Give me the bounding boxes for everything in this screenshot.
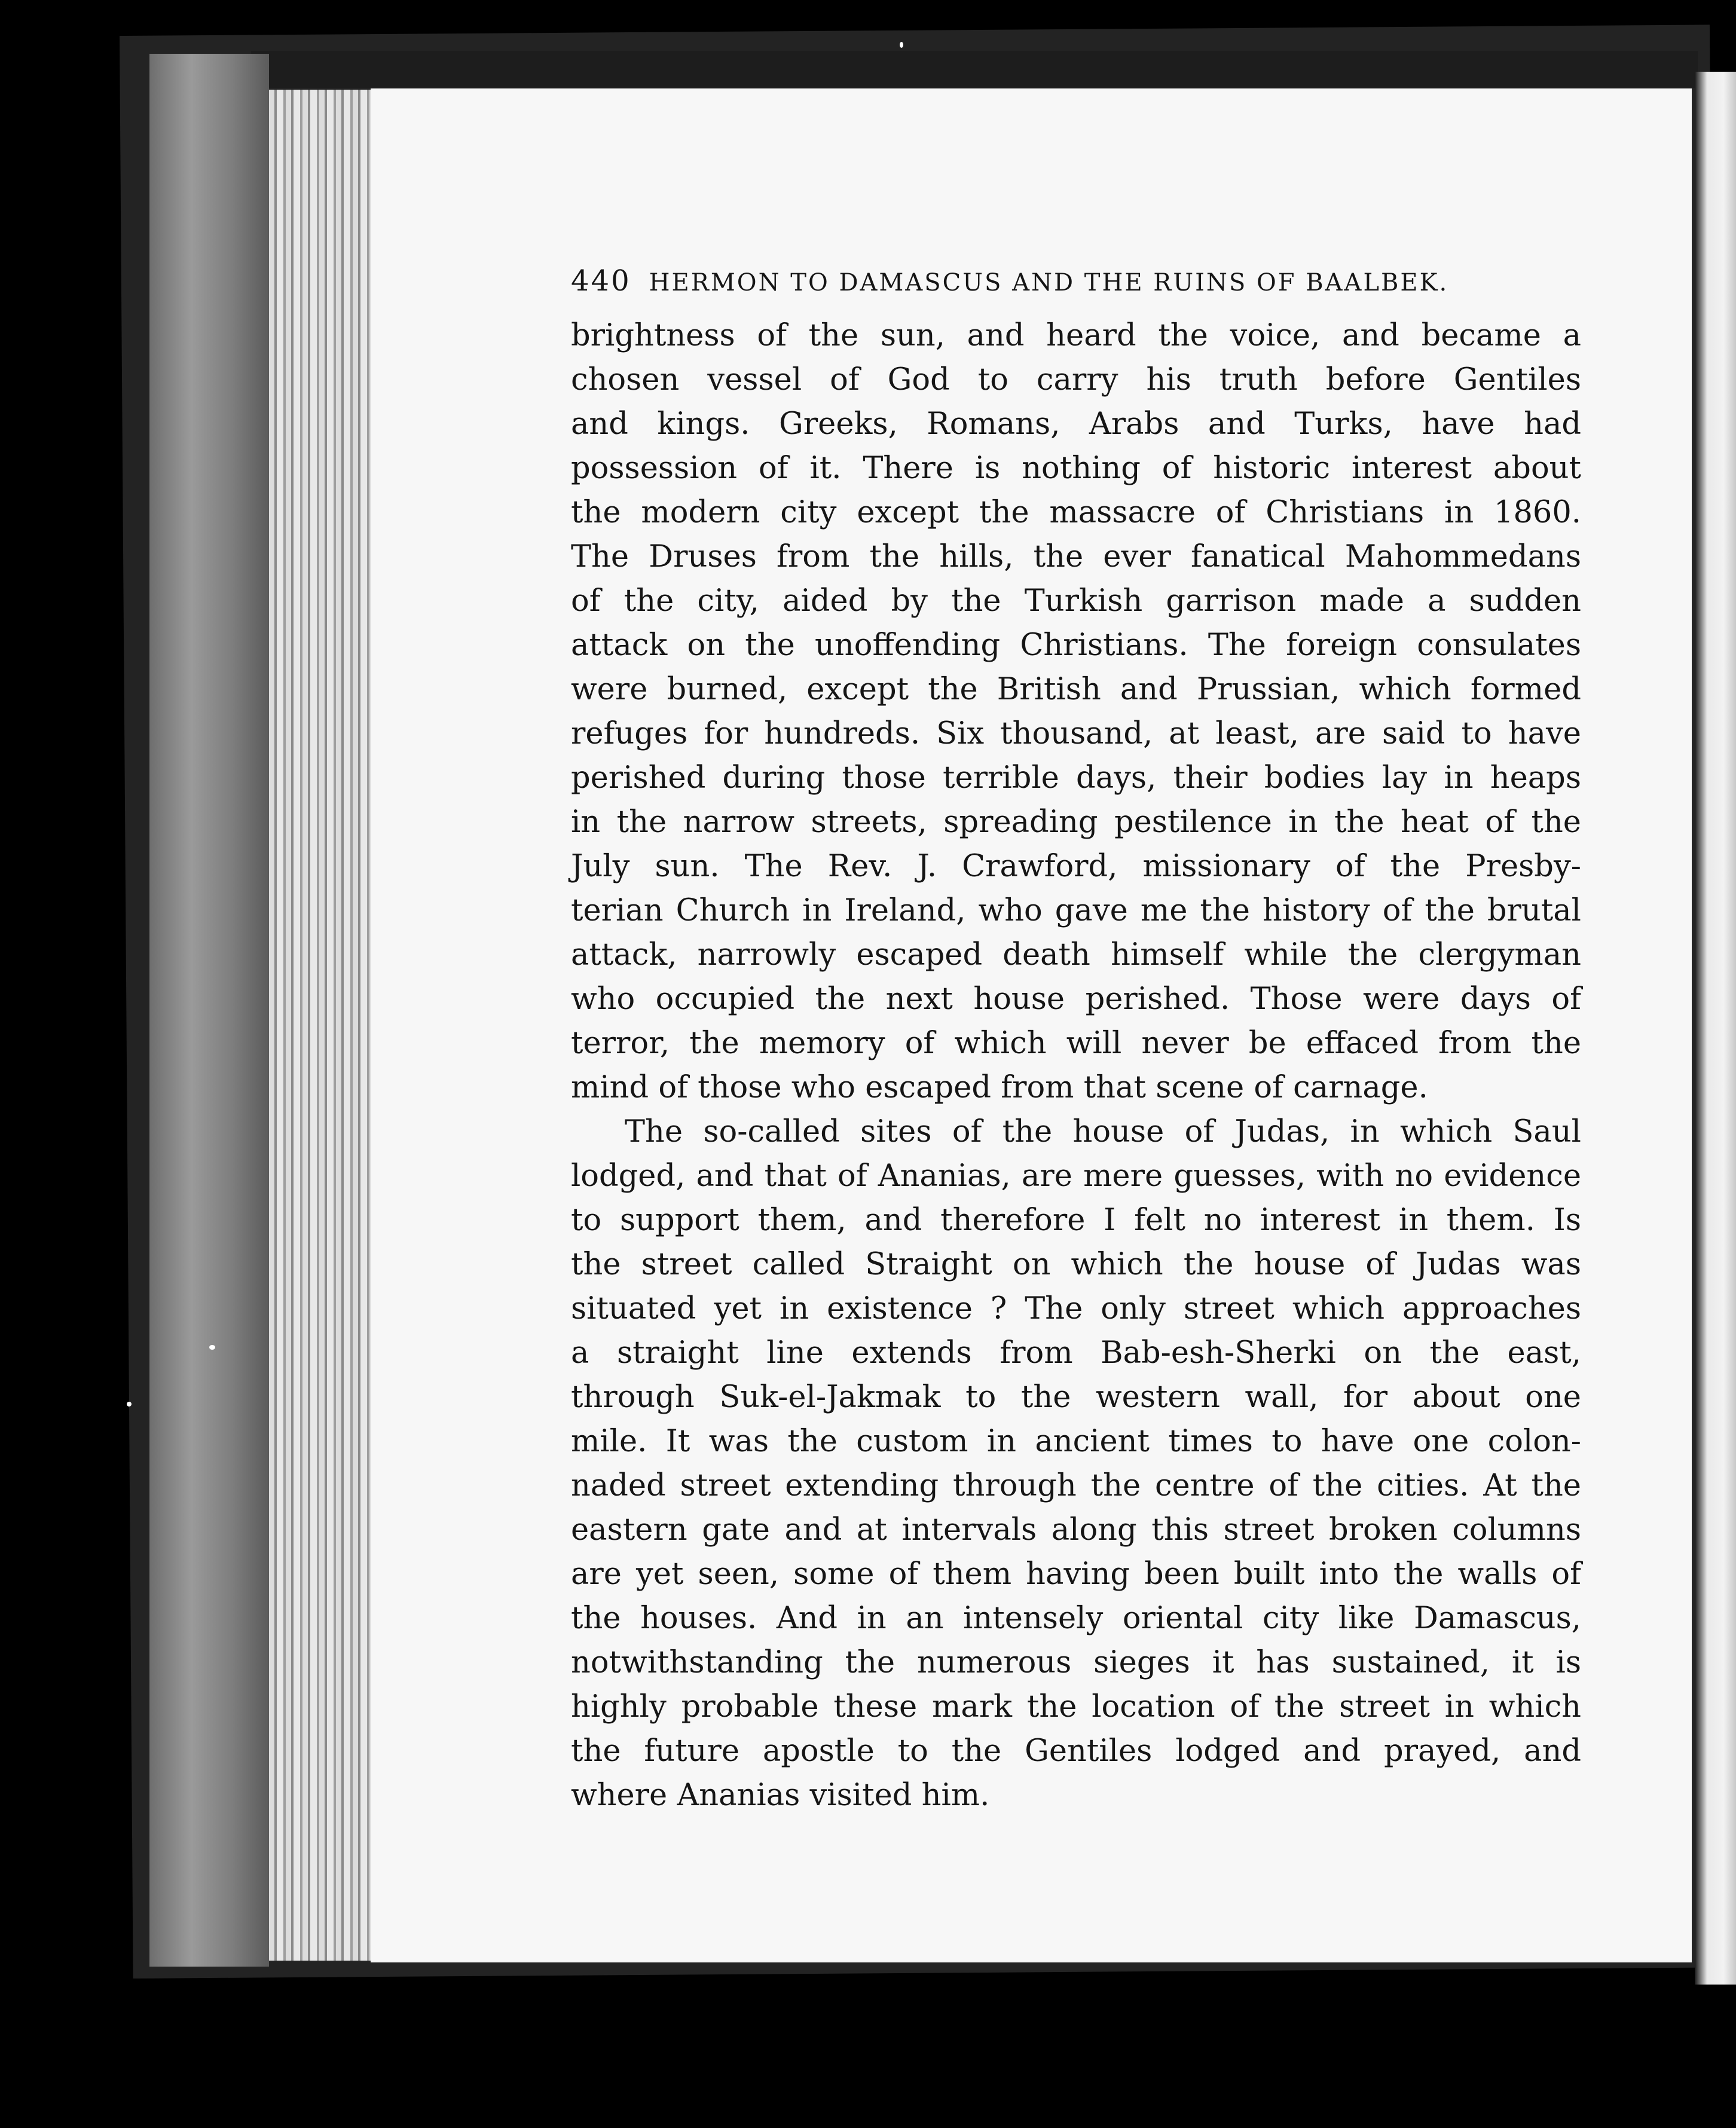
running-head bbox=[571, 251, 1581, 314]
page-text bbox=[571, 251, 1581, 1818]
text-line: the houses. And in an intensely oriental city like Damascus, bbox=[571, 1601, 1581, 1636]
text-line: lodged, and that of Ananias, are mere guesses, with no evidence bbox=[571, 1158, 1581, 1194]
dust-speck bbox=[127, 1402, 132, 1407]
text-line: brightness of the sun, and heard the voice, and became a bbox=[571, 318, 1581, 353]
page-edges bbox=[269, 90, 371, 1961]
text-line: mile. It was the custom in ancient times to have one colon- bbox=[571, 1424, 1581, 1459]
text-line: chosen vessel of God to carry his truth before Gentiles bbox=[571, 362, 1581, 398]
text-line: naded street extending through the centre of the cities. At the bbox=[571, 1468, 1581, 1503]
text-line: were burned, except the British and Prussian, which formed bbox=[571, 672, 1581, 707]
paragraph bbox=[571, 1110, 1581, 1818]
text-line: possession of it. There is nothing of historic interest about bbox=[571, 451, 1581, 486]
text-line: of the city, aided by the Turkish garrison made a sudden bbox=[571, 583, 1581, 619]
dust-speck bbox=[900, 42, 903, 48]
text-line: attack on the unoffending Christians. The foreign consulates bbox=[571, 628, 1581, 663]
text-line: to support them, and therefore I felt no interest in them. Is bbox=[571, 1203, 1581, 1238]
text-line: the street called Straight on which the house of Judas was bbox=[571, 1247, 1581, 1282]
page-number: 440 bbox=[571, 264, 631, 298]
text-line: the future apostle to the Gentiles lodged and prayed, and bbox=[571, 1733, 1581, 1769]
text-line: notwithstanding the numerous sieges it has sustained, it is bbox=[571, 1645, 1581, 1680]
top-book-edge bbox=[251, 51, 1698, 88]
text-line: highly probable these mark the location of the street in which bbox=[571, 1689, 1581, 1725]
text-line: The so-called sites of the house of Judas, in which Saul bbox=[625, 1114, 1581, 1149]
text-line: refuges for hundreds. Six thousand, at least, are said to have bbox=[571, 716, 1581, 751]
text-line: terror, the memory of which will never be effaced from the bbox=[571, 1026, 1581, 1061]
text-line: and kings. Greeks, Romans, Arabs and Turks, have had bbox=[571, 406, 1581, 442]
text-line: in the narrow streets, spreading pestilence in the heat of the bbox=[571, 805, 1581, 840]
chapter-title: HERMON TO DAMASCUS AND THE RUINS OF BAALBEK. bbox=[649, 269, 1449, 296]
text-line: mind of those who escaped from that scene of carnage. bbox=[571, 1070, 1428, 1105]
text-line: who occupied the next house perished. Those were days of bbox=[571, 982, 1581, 1017]
facing-page-edge bbox=[1695, 72, 1736, 1985]
text-line: a straight line extends from Bab-esh-Sherki on the east, bbox=[571, 1335, 1581, 1371]
text-line: through Suk-el-Jakmak to the western wall, for about one bbox=[571, 1380, 1581, 1415]
text-line: are yet seen, some of them having been built into the walls of bbox=[571, 1557, 1581, 1592]
book-fore-edge bbox=[149, 54, 269, 1967]
text-line: situated yet in existence ? The only street which approaches bbox=[571, 1291, 1581, 1326]
dust-speck bbox=[209, 1345, 215, 1350]
text-line: where Ananias visited him. bbox=[571, 1778, 990, 1813]
text-line: terian Church in Ireland, who gave me the history of the brutal bbox=[571, 893, 1581, 928]
body-text bbox=[571, 314, 1581, 1818]
text-line: eastern gate and at intervals along this street broken columns bbox=[571, 1512, 1581, 1548]
text-line: the modern city except the massacre of Christians in 1860. bbox=[571, 495, 1581, 530]
text-line: July sun. The Rev. J. Crawford, missionary of the Presby- bbox=[571, 849, 1581, 884]
text-line: attack, narrowly escaped death himself while the clergyman bbox=[571, 937, 1581, 973]
text-line: The Druses from the hills, the ever fanatical Mahommedans bbox=[571, 539, 1581, 574]
paragraph bbox=[571, 314, 1581, 1110]
text-line: perished during those terrible days, their bodies lay in heaps bbox=[571, 760, 1581, 796]
